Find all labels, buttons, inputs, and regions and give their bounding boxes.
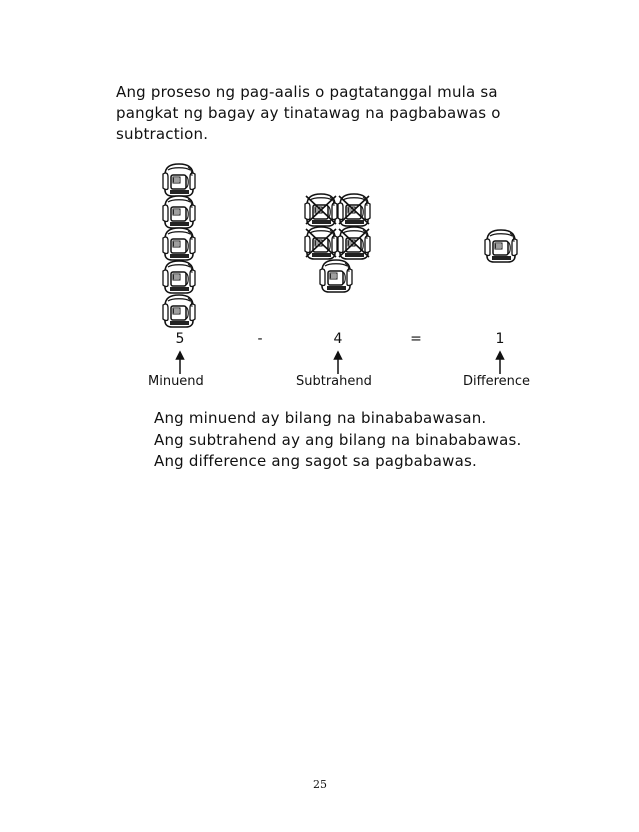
difference-label: Difference xyxy=(463,374,531,389)
backpack-icon xyxy=(485,230,517,262)
difference-number: 1 xyxy=(495,331,505,347)
page-number: 25 xyxy=(313,778,327,791)
arrow-up-icon xyxy=(177,352,184,374)
arrow-up-icon xyxy=(335,352,342,374)
minuend-group xyxy=(163,164,195,327)
backpack-icon xyxy=(163,164,195,196)
definition-line: Ang subtrahend ay ang bilang na binababawas. xyxy=(154,430,522,449)
backpack-icon xyxy=(163,196,195,228)
subtrahend-label: Subtrahend xyxy=(296,374,372,389)
subtrahend-number: 4 xyxy=(333,331,343,347)
backpack-icon xyxy=(163,261,195,293)
intro-line: Ang proseso ng pag-aalis o pagtatanggal mula sa xyxy=(116,83,498,101)
arrows xyxy=(177,352,504,374)
minuend-label: Minuend xyxy=(148,374,204,389)
definition-line: Ang difference ang sagot sa pagbabawas. xyxy=(154,452,477,470)
definitions xyxy=(154,408,521,473)
intro-line: subtraction. xyxy=(116,125,209,143)
definition-line: Ang minuend ay bilang na binababawasan. xyxy=(154,409,487,427)
backpack-icon xyxy=(163,295,195,327)
arrow-up-icon xyxy=(497,352,504,374)
minus-sign: - xyxy=(257,331,263,347)
equals-sign: = xyxy=(410,331,422,347)
subtrahend-group xyxy=(305,194,370,292)
difference-group xyxy=(485,230,517,262)
backpack-icon xyxy=(320,260,352,292)
minuend-number: 5 xyxy=(175,331,185,347)
subtraction-illustration xyxy=(0,0,639,400)
intro-line: pangkat ng bagay ay tinatawag na pagbabawas o xyxy=(116,104,501,122)
backpack-icon xyxy=(163,228,195,260)
